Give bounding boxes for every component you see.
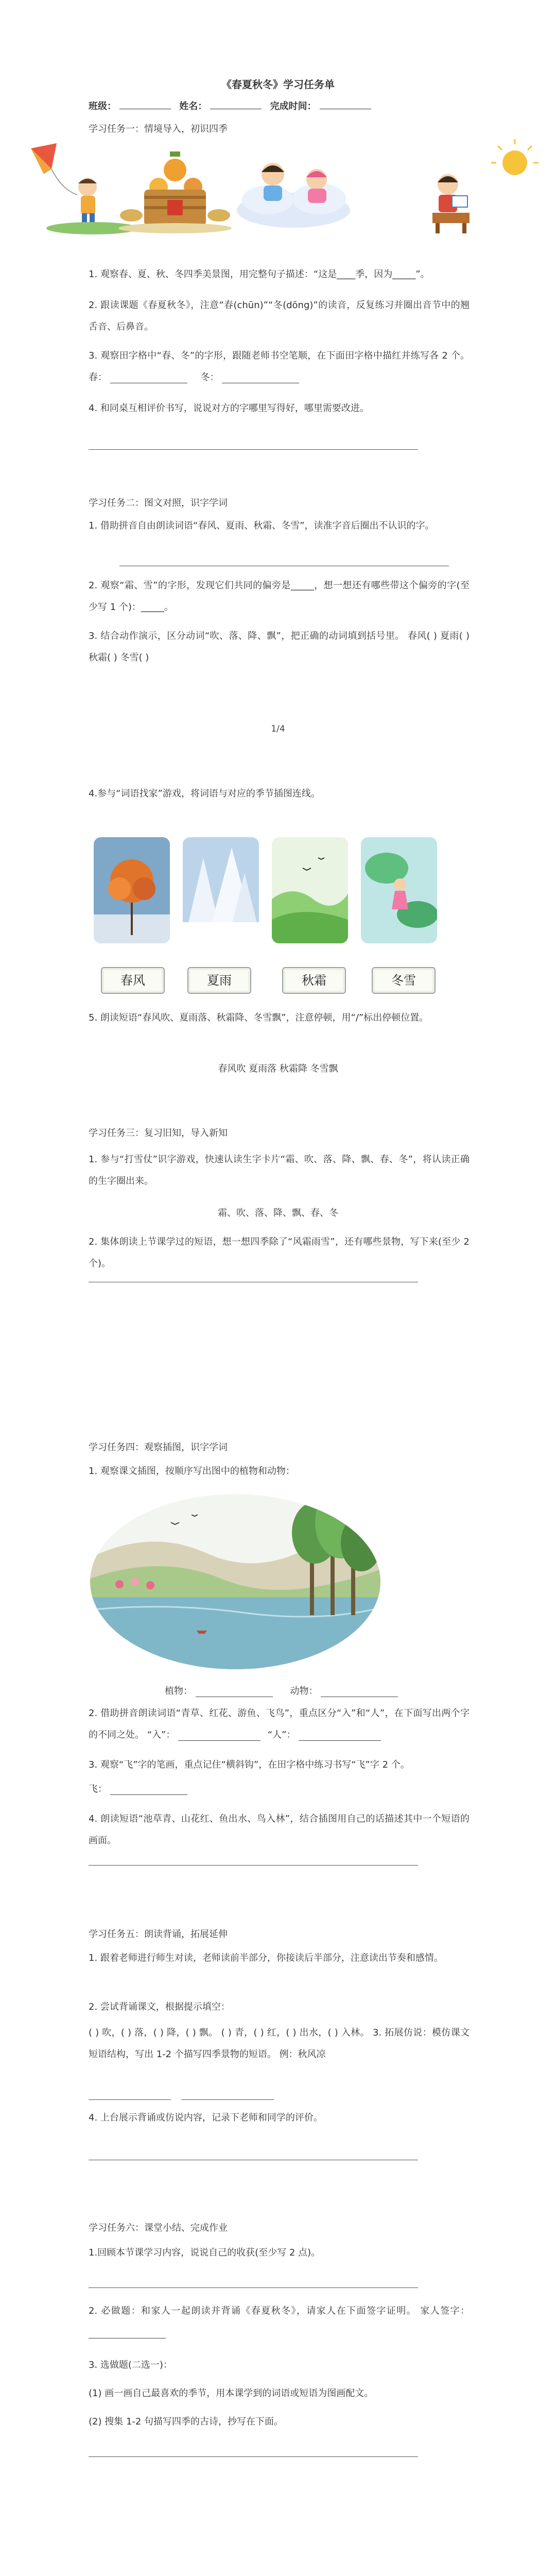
task5-q2: 2. 尝试背诵课文，根据提示填空： [89, 2002, 230, 2012]
task6-heading: 学习任务六：课堂小结、完成作业 [89, 2223, 228, 2233]
task6-q2 [89, 2300, 470, 2344]
autumn-tree-image [94, 837, 170, 943]
task3-q1: 1. 参与“打雪仗”识字游戏，快速认读生字卡片“霜、吹、落、降、飘、春、冬”，将认读正确的生字圈出来。 [89, 1154, 470, 1187]
task6-q1: 1.回顾本节课学习内容，说说自己的收获(至少写 2 点)。 [89, 2247, 321, 2258]
ren-blank[interactable] [299, 1728, 381, 1741]
task5-imitate-line-1[interactable] [89, 2099, 171, 2100]
task5-heading: 学习任务五：朗读背诵，拓展延伸 [89, 1929, 228, 1940]
task4-q2 [89, 1703, 470, 1746]
task4-answer-line[interactable] [89, 1865, 418, 1866]
task2-q4: 4.参与“词语找家”游戏，将词语与对应的季节插图连线。 [89, 788, 320, 799]
task1-q1: 1. 观察春、夏、秋、冬四季美景图，用完整句子描述：“这是____季，因为_____”。 [89, 269, 430, 280]
spring-writing-blank[interactable] [110, 370, 187, 383]
task6-q3: 3. 选做题(二选一)： [89, 2360, 172, 2370]
task2-heading: 学习任务二：图文对照，识字学词 [89, 498, 228, 509]
task1-q3-text: 3. 观察田字格中“春、冬”的字形，跟随老师书空笔顺，在下面田字格中描红并练写各 2 个。 春： [89, 350, 470, 383]
task6-q1-line[interactable] [89, 2287, 418, 2288]
reading-child-illustration [432, 139, 538, 233]
word-card-autumn-frost[interactable]: 秋霜 [282, 967, 346, 994]
task2-q5: 5. 朗读短语“春风吹、夏雨落、秋霜降、冬雪飘”，注意停顿，用“/”标出停顿位置。 [89, 1012, 429, 1023]
task4-heading: 学习任务四：观察插图，识字学词 [89, 1442, 228, 1453]
lotus-girl-image [361, 837, 437, 943]
task4-q4: 4. 朗读短语“池草青、山花红、鱼出水、鸟入林”，结合插图用自己的话描述其中一个短语的画面。 [89, 1814, 470, 1846]
seasons-illustration [21, 138, 541, 236]
task1-heading: 学习任务一：情境导入，初识四季 [89, 124, 228, 134]
task1-answer-line[interactable] [89, 449, 418, 450]
plants-blank[interactable] [196, 1684, 273, 1697]
doc-title: 《春夏秋冬》学习任务单 [221, 78, 335, 91]
task2-q1: 1. 借助拼音自由朗读词语“春风、夏雨、秋霜、冬雪”，读准字音后圈出不认识的字。 [89, 520, 435, 531]
word-card-spring-wind[interactable]: 春风 [101, 967, 165, 994]
page-number-1: 1/4 [271, 724, 285, 734]
ru-blank[interactable] [178, 1728, 260, 1741]
class-label: 班级： [89, 101, 116, 112]
animals-label: 动物： [290, 1686, 318, 1697]
task1-q4: 4. 和同桌互相评价书写，说说对方的字哪里写得好，哪里需要改进。 [89, 403, 369, 414]
task5-q4: 4. 上台展示背诵或仿说内容，记录下老师和同学的评价。 [89, 2112, 323, 2123]
green-hills-image [272, 837, 348, 943]
animals-blank[interactable] [321, 1684, 398, 1697]
task5-imitate-line-2[interactable] [181, 2099, 274, 2100]
fei-label: 飞： [89, 1784, 107, 1794]
task5-q1: 1. 跟着老师进行师生对读，老师读前半部分，你接读后半部分，注意读出节奏和感情。 [89, 1953, 443, 1963]
task2-q2: 2. 观察“霜、雪”的字形，发现它们共同的偏旁是_____，想一想还有哪些带这个偏旁的字(至少写 1 个)：_____。 [89, 580, 470, 613]
task4-q1: 1. 观察课文插图，按顺序写出图中的植物和动物： [89, 1466, 295, 1477]
task1-q3-winter-label: 冬： [200, 372, 219, 383]
task2-q5-phrases: 春风吹 夏雨落 秋霜降 冬雪飘 [218, 1063, 338, 1074]
task4-q2-ren-label: “人”： [267, 1730, 296, 1740]
header-info-row [89, 99, 376, 112]
task5-q2-fill: ( ) 吹，( ) 落，( ) 降，( ) 飘。 ( ) 青，( ) 红，( ) 出水，( ) 入林。 3. 拓展仿说：模仿课文短语结构，写出 1-2 个描写四季景物的短语。 例：秋风凉 [89, 2027, 470, 2060]
word-card-winter-snow[interactable]: 冬雪 [372, 967, 436, 994]
task1-q2: 2. 跟读课题《春夏秋冬》，注意“春(chūn)”“冬(dōng)”的读音，反复练习并圈出音节中的翘舌音、后鼻音。 [89, 300, 470, 332]
task4-plants-animals-row [165, 1684, 398, 1697]
winter-writing-blank[interactable] [222, 370, 299, 383]
task4-q2-text: 2. 借助拼音朗读词语“青草、红花、游鱼、飞鸟”，重点区分“入”和“人”，在下面写出两个字的不同之处。 “入”： [89, 1708, 470, 1740]
task2-q3: 3. 结合动作演示，区分动词“吹、落、降、飘”，把正确的动词填到括号里。 春风( ) 夏雨( ) 秋霜( ) 冬雪( ) [89, 631, 470, 663]
snowy-trees-image [183, 837, 259, 943]
task3-heading: 学习任务三：复习旧知，导入新知 [89, 1128, 228, 1139]
task3-q2: 2. 集体朗读上节课学过的短语，想一想四季除了“风霜雨雪”，还有哪些景物，写下来(至少 2 个)。 [89, 1236, 470, 1269]
fei-blank[interactable] [110, 1782, 187, 1795]
name-label: 姓名： [179, 101, 207, 112]
time-label: 完成时间： [270, 101, 317, 112]
task6-answer-line[interactable] [89, 2456, 418, 2457]
parent-signature-blank[interactable] [89, 2326, 166, 2338]
kids-on-cloud-illustration [237, 163, 350, 228]
kite-child-illustration [31, 143, 139, 234]
fruit-basket-illustration [118, 151, 232, 233]
task4-q3-fei [89, 1778, 470, 1800]
plants-label: 植物： [165, 1686, 193, 1697]
task6-q2-text: 2. 必做题：和家人一起朗读并背诵《春夏秋冬》，请家人在下面签字证明。 家人签字： [89, 2306, 470, 2316]
task3-chars: 霜、吹、落、降、飘、春、冬 [218, 1208, 338, 1218]
task6-q3-a: (1) 画一画自己最喜欢的季节，用本课学到的词语或短语为图画配文。 [89, 2388, 374, 2399]
task4-q3: 3. 观察“飞”字的笔画，重点记住“横斜钩”，在田字格中练习书写“飞”字 2 个。 [89, 1759, 410, 1770]
lake-landscape-illustration [89, 1492, 382, 1672]
word-card-summer-rain[interactable]: 夏雨 [187, 967, 251, 994]
task6-q3-b: (2) 搜集 1-2 句描写四季的古诗，抄写在下面。 [89, 2416, 284, 2427]
task1-q3 [89, 345, 470, 388]
